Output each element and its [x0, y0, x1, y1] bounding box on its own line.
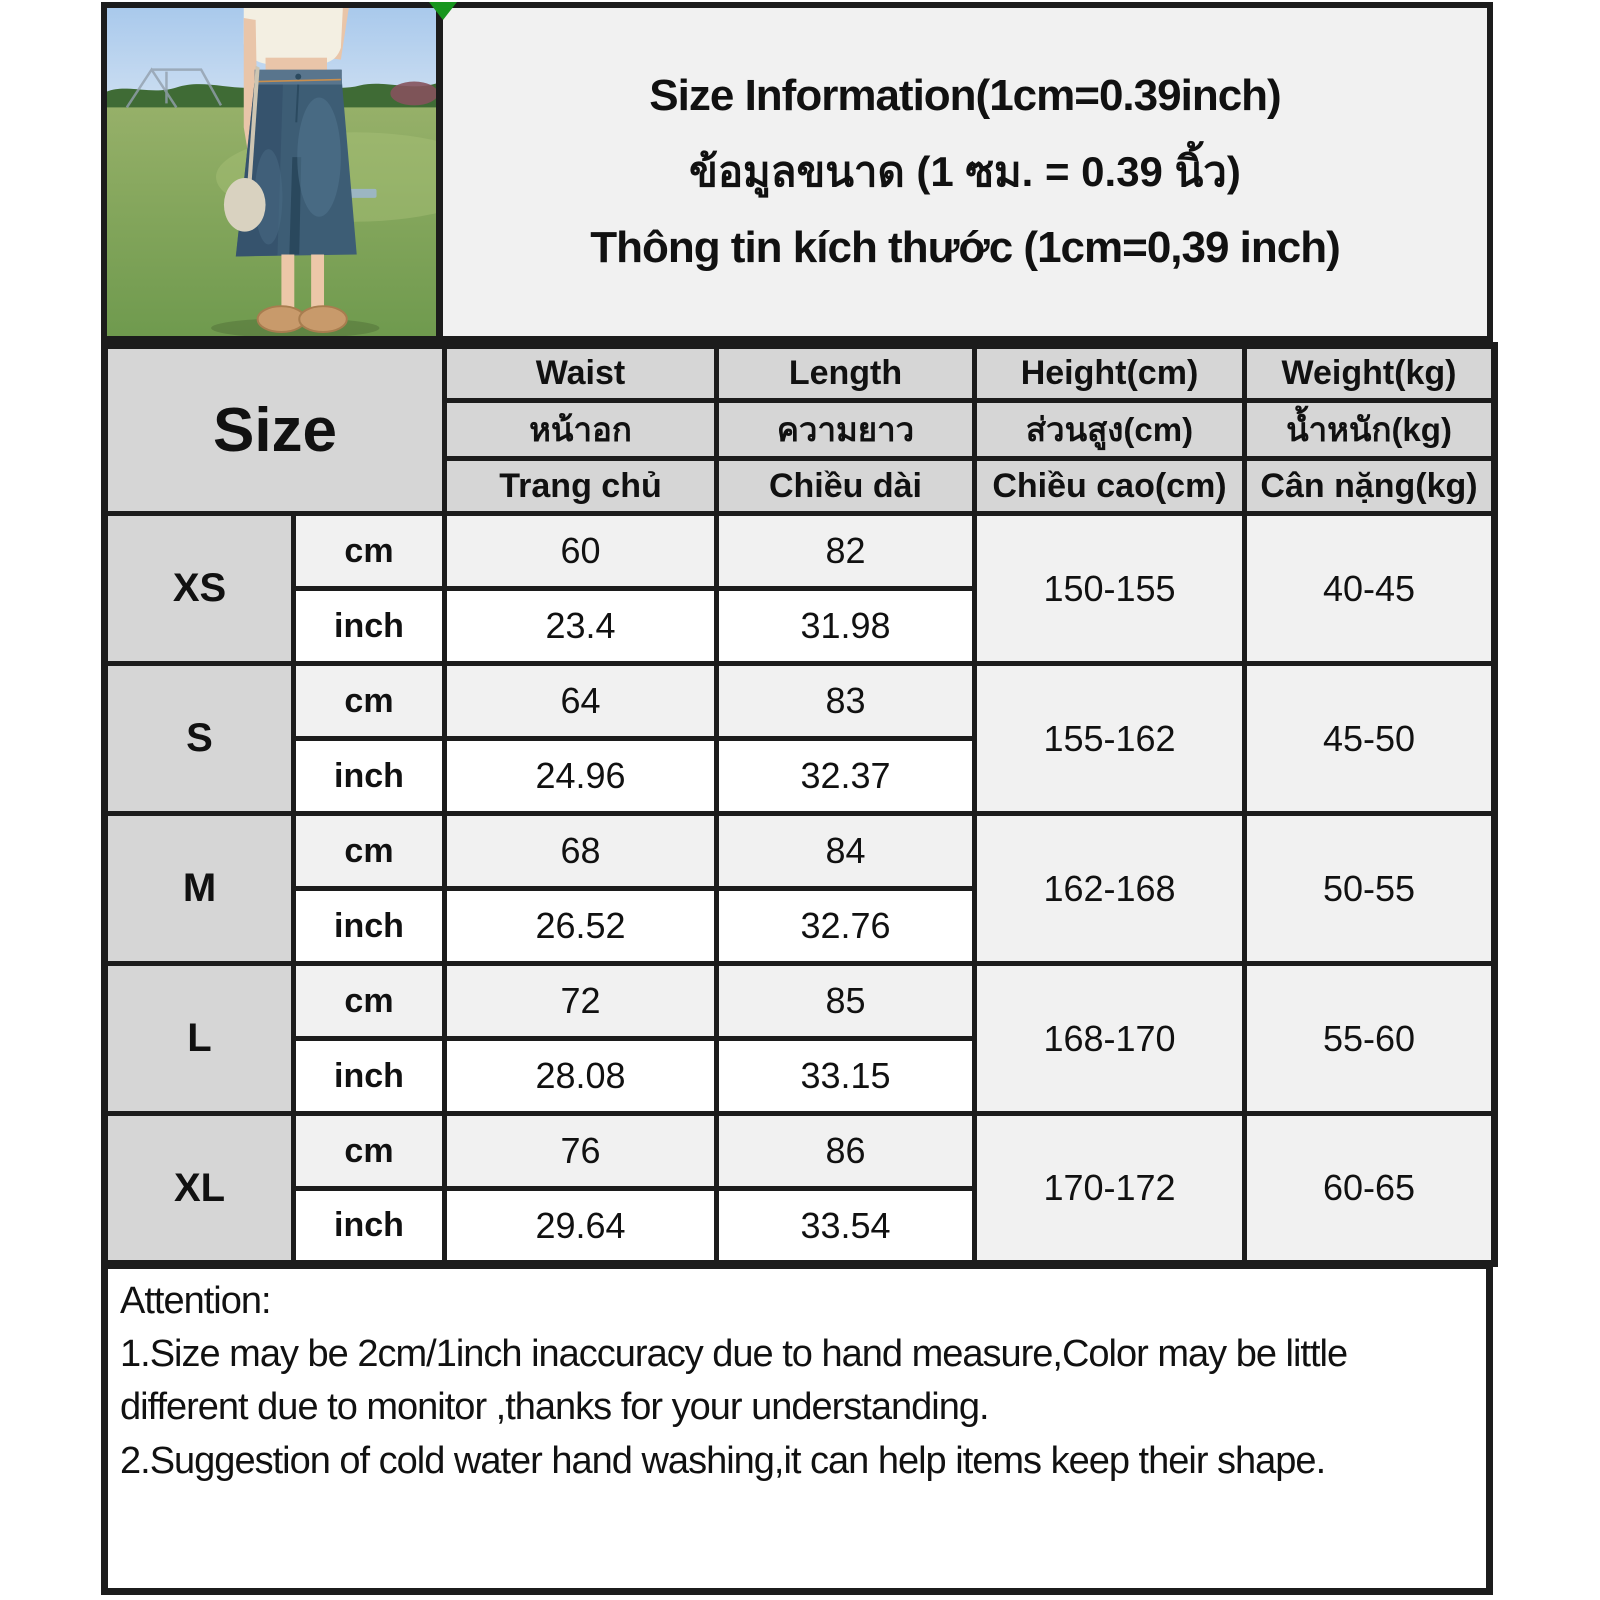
header-weight-th: น้ำหนัก(kg)	[1245, 401, 1495, 459]
cell-length-cm-m: 84	[717, 814, 975, 889]
cell-height-xs: 150-155	[975, 514, 1245, 664]
unit-cell-cm: cm	[294, 1114, 445, 1189]
size-label-xs: XS	[105, 514, 294, 664]
cell-height-s: 155-162	[975, 664, 1245, 814]
table-row-m-cm	[105, 814, 1495, 889]
header-length-vi: Chiều dài	[717, 459, 975, 514]
cell-length-inch-m: 32.76	[717, 889, 975, 964]
unit-cell-inch: inch	[294, 1039, 445, 1114]
cell-waist-inch-l: 28.08	[445, 1039, 717, 1114]
table-row-xl-cm	[105, 1114, 1495, 1189]
header-height-th: ส่วนสูง(cm)	[975, 401, 1245, 459]
title-vietnamese: Thông tin kích thước (1cm=0,39 inch)	[590, 223, 1340, 272]
size-label-m: M	[105, 814, 294, 964]
unit-cell-inch: inch	[294, 1189, 445, 1264]
cell-waist-inch-s: 24.96	[445, 739, 717, 814]
cell-weight-xl: 60-65	[1245, 1114, 1495, 1264]
attention-note-1: 1.Size may be 2cm/1inch inaccuracy due to hand measure,Color may be little different due to monitor ,thanks for your understanding.	[120, 1333, 1348, 1429]
unit-cell-inch: inch	[294, 589, 445, 664]
title-thai: ข้อมูลขนาด (1 ซม. = 0.39 นิ้ว)	[689, 148, 1241, 195]
product-photo-illustration	[107, 8, 436, 336]
cell-height-xl: 170-172	[975, 1114, 1245, 1264]
cell-waist-cm-l: 72	[445, 964, 717, 1039]
bag-body	[224, 178, 266, 232]
size-label-s: S	[105, 664, 294, 814]
header-waist-en: Waist	[445, 346, 717, 401]
header-height-en: Height(cm)	[975, 346, 1245, 401]
cell-height-l: 168-170	[975, 964, 1245, 1114]
cell-waist-inch-xs: 23.4	[445, 589, 717, 664]
jeans-button	[295, 74, 301, 80]
cell-height-m: 162-168	[975, 814, 1245, 964]
size-table	[101, 342, 1498, 1267]
table-row-xs-cm	[105, 514, 1495, 589]
cell-length-inch-xs: 31.98	[717, 589, 975, 664]
cell-length-cm-s: 83	[717, 664, 975, 739]
cell-weight-xs: 40-45	[1245, 514, 1495, 664]
size-label-l: L	[105, 964, 294, 1114]
header-waist-vi: Trang chủ	[445, 459, 717, 514]
cell-weight-m: 50-55	[1245, 814, 1495, 964]
left-shoe	[258, 306, 306, 332]
cell-waist-cm-m: 68	[445, 814, 717, 889]
header-weight-vi: Cân nặng(kg)	[1245, 459, 1495, 514]
unit-cell-cm: cm	[294, 664, 445, 739]
cell-waist-cm-s: 64	[445, 664, 717, 739]
cell-length-cm-xs: 82	[717, 514, 975, 589]
unit-cell-cm: cm	[294, 514, 445, 589]
table-row-s-cm	[105, 664, 1495, 739]
table-row-l-cm	[105, 964, 1495, 1039]
header-height-vi: Chiều cao(cm)	[975, 459, 1245, 514]
header-weight-en: Weight(kg)	[1245, 346, 1495, 401]
cell-waist-inch-xl: 29.64	[445, 1189, 717, 1264]
unit-cell-cm: cm	[294, 964, 445, 1039]
product-photo	[101, 2, 443, 342]
cell-length-cm-l: 85	[717, 964, 975, 1039]
title-box	[443, 2, 1493, 342]
cell-waist-cm-xl: 76	[445, 1114, 717, 1189]
unit-cell-inch: inch	[294, 889, 445, 964]
header-length-en: Length	[717, 346, 975, 401]
cell-length-inch-xl: 33.54	[717, 1189, 975, 1264]
title-english: Size Information(1cm=0.39inch)	[649, 71, 1281, 120]
cell-weight-s: 45-50	[1245, 664, 1495, 814]
header-length-th: ความยาว	[717, 401, 975, 459]
denim-wash	[297, 97, 341, 216]
cell-length-inch-l: 33.15	[717, 1039, 975, 1114]
attention-note-2: 2.Suggestion of cold water hand washing,it can help items keep their shape.	[120, 1439, 1326, 1482]
cell-waist-inch-m: 26.52	[445, 889, 717, 964]
red-bush	[390, 82, 436, 106]
cell-length-inch-s: 32.37	[717, 739, 975, 814]
attention-box	[101, 1262, 1493, 1595]
size-label-xl: XL	[105, 1114, 294, 1264]
unit-cell-inch: inch	[294, 739, 445, 814]
crop-top	[244, 8, 343, 65]
size-corner-header: Size	[105, 346, 445, 514]
cell-waist-cm-xs: 60	[445, 514, 717, 589]
header-waist-th: หน้าอก	[445, 401, 717, 459]
cell-length-cm-xl: 86	[717, 1114, 975, 1189]
cell-weight-l: 55-60	[1245, 964, 1495, 1114]
right-shoe	[299, 306, 347, 332]
attention-heading: Attention:	[120, 1280, 271, 1322]
unit-cell-cm: cm	[294, 814, 445, 889]
